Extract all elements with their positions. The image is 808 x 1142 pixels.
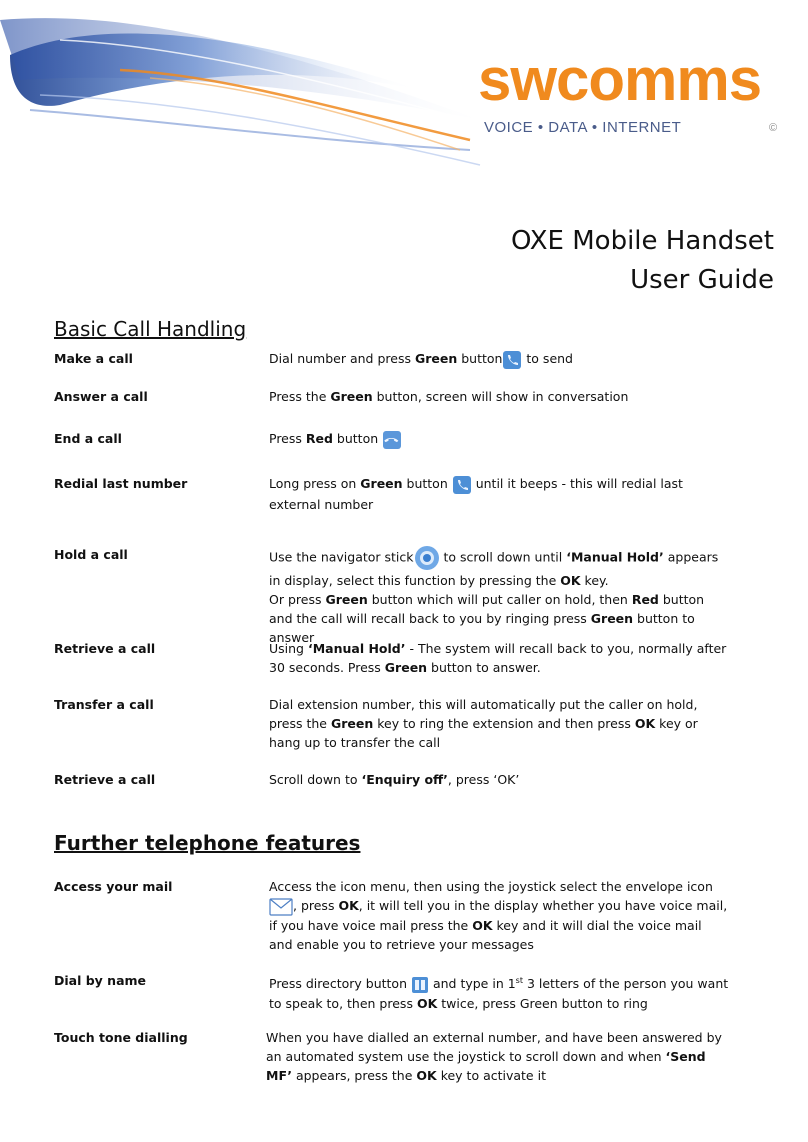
directory-book-icon bbox=[411, 976, 429, 994]
text: and type in 1 bbox=[428, 976, 516, 992]
text-bold: OK bbox=[416, 1068, 437, 1083]
feature-label: Touch tone dialling bbox=[54, 1030, 188, 1045]
text-bold: OK bbox=[416, 995, 438, 1011]
text: Scroll down to bbox=[269, 772, 362, 787]
text: 3 letters of the person you want to speak to, then press bbox=[269, 976, 729, 1011]
text: Using bbox=[269, 641, 308, 656]
feature-description bbox=[269, 695, 729, 752]
document-title bbox=[511, 222, 774, 300]
text: Long press on bbox=[269, 476, 361, 491]
feature-description bbox=[269, 971, 729, 1013]
feature-description bbox=[266, 1028, 726, 1085]
text: , press bbox=[293, 898, 339, 913]
text-bold: Green bbox=[590, 611, 634, 626]
text-bold: Green bbox=[325, 592, 368, 607]
feature-label: Transfer a call bbox=[54, 697, 154, 712]
text: until it beeps - this will redial last external number bbox=[269, 476, 683, 512]
text: button to answer bbox=[269, 611, 695, 645]
text: key or hang up to transfer the call bbox=[269, 716, 698, 750]
text-bold: OK bbox=[472, 917, 493, 933]
feature-label: Hold a call bbox=[54, 547, 128, 562]
text: Press directory button bbox=[269, 976, 407, 992]
text: button which will put caller on hold, then bbox=[367, 592, 632, 607]
header-banner bbox=[0, 0, 808, 200]
text-bold: Green bbox=[384, 660, 428, 675]
text: - The system will recall back to you, normally after 30 seconds. Press bbox=[269, 641, 727, 675]
title-line-1: OXE Mobile Handset bbox=[510, 226, 774, 256]
text: button bbox=[457, 351, 503, 366]
text-bold: Green bbox=[414, 351, 458, 366]
feature-label: Answer a call bbox=[54, 389, 148, 404]
brand-logo: swcomms bbox=[478, 46, 762, 113]
text-bold: ‘Manual Hold’ bbox=[566, 549, 664, 565]
feature-description bbox=[269, 387, 729, 406]
text-bold: Green bbox=[330, 716, 374, 731]
text: When you have dialled an external number, and have been answered by an automated system use the joystick to scroll down and when bbox=[266, 1030, 722, 1064]
text: Access the icon menu, then using the joystick select the envelope icon bbox=[269, 879, 713, 894]
text: button bbox=[332, 431, 379, 446]
feature-description bbox=[269, 429, 729, 450]
feature-description bbox=[269, 770, 729, 789]
section-title-basic: Basic Call Handling bbox=[54, 317, 247, 341]
text: Press the bbox=[269, 389, 331, 404]
phone-green-icon bbox=[452, 475, 472, 495]
text: Dial number and press bbox=[269, 351, 415, 366]
text-bold: Red bbox=[631, 592, 659, 607]
feature-description bbox=[269, 474, 729, 514]
text: Press bbox=[269, 431, 306, 446]
feature-description bbox=[269, 545, 729, 647]
text: appears, press the bbox=[291, 1068, 417, 1083]
feature-label: Retrieve a call bbox=[54, 641, 156, 656]
text-bold: Green bbox=[360, 476, 403, 491]
text-bold: ‘Send MF’ bbox=[266, 1049, 706, 1083]
feature-description bbox=[269, 877, 729, 954]
text: twice, press Green button to ring bbox=[437, 995, 648, 1011]
feature-label: Dial by name bbox=[54, 973, 147, 988]
feature-description bbox=[269, 639, 729, 677]
navigator-stick-icon bbox=[414, 545, 440, 571]
text: button to answer. bbox=[427, 660, 541, 675]
feature-label: End a call bbox=[54, 431, 122, 446]
text: button, screen will show in conversation bbox=[372, 389, 629, 404]
phone-green-icon bbox=[502, 350, 522, 370]
feature-label: Access your mail bbox=[54, 879, 173, 894]
text-bold: Green bbox=[330, 389, 373, 404]
text: to scroll down until bbox=[439, 549, 567, 565]
text: to send bbox=[522, 351, 573, 366]
text: key to activate it bbox=[436, 1068, 546, 1083]
text: key to ring the extension and then press bbox=[373, 716, 635, 731]
envelope-icon bbox=[269, 898, 293, 916]
copyright-mark: © bbox=[769, 122, 778, 134]
text-superscript: st bbox=[515, 976, 523, 985]
title-line-2: User Guide bbox=[630, 265, 774, 295]
text-bold: OK bbox=[634, 716, 656, 731]
text: Use the navigator stick bbox=[269, 549, 414, 565]
text-bold: OK bbox=[560, 573, 581, 588]
text-bold: ‘Manual Hold’ bbox=[307, 641, 406, 656]
text: appears in display, select this function by pressing the bbox=[269, 549, 719, 588]
section-title-further: Further telephone features bbox=[54, 831, 361, 855]
text: button bbox=[402, 476, 448, 491]
text: , press ‘OK’ bbox=[447, 772, 520, 787]
feature-description bbox=[269, 349, 729, 370]
text: key and it will dial the voice mail and enable you to retrieve your messages bbox=[269, 917, 702, 952]
feature-label: Retrieve a call bbox=[54, 772, 156, 787]
text: key. bbox=[580, 573, 609, 588]
text: Dial extension number, this will automatically put the caller on hold, press the bbox=[269, 697, 698, 731]
phone-red-icon bbox=[382, 430, 402, 450]
feature-label: Make a call bbox=[54, 351, 133, 366]
brand-tagline: VOICE • DATA • INTERNET bbox=[484, 119, 682, 136]
text: , it will tell you in the display whether you have voice mail, if you have voice mail press the bbox=[269, 898, 728, 933]
text: button and the call will recall back to you by ringing press bbox=[269, 592, 705, 626]
text: Or press bbox=[269, 592, 326, 607]
text-bold: Red bbox=[305, 431, 333, 446]
text-bold: OK bbox=[338, 898, 359, 913]
text-bold: ‘Enquiry off’ bbox=[361, 772, 448, 787]
feature-label: Redial last number bbox=[54, 476, 188, 491]
